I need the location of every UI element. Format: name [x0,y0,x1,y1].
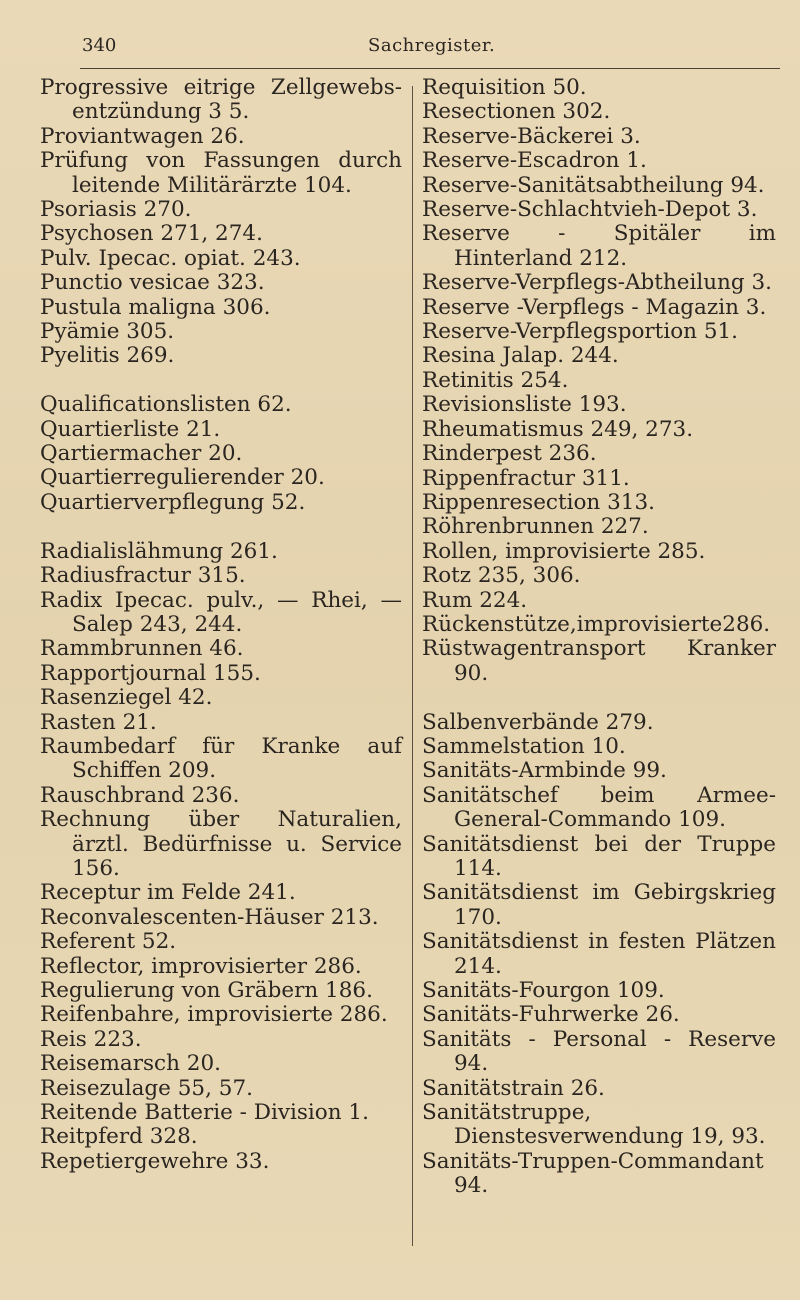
index-entry: Reserve-Bäckerei 3. [422,123,641,149]
index-entry: Sanitäts-Fourgon 109. [422,978,665,1004]
index-entry: Pyämie 305. [40,319,175,345]
index-entry: Sanitätsdienst bei der Truppe 114. [422,831,776,881]
index-entry: Progressive eitrige Zellgewebs-entzündung 3 5. [40,75,402,125]
index-column-right [422,76,776,1199]
index-entry: Reis 223. [40,1026,142,1052]
index-entry: Prüfung von Fassungen durch leitende Militärärzte 104. [40,148,402,198]
index-entry: Resina Jalap. 244. [422,343,619,369]
index-entry: Sanitäts-Truppen-Commandant 94. [422,1148,764,1199]
index-entry: Rüstwagentransport Kranker 90. [422,636,776,686]
index-entry: Rollen, improvisierte 285. [422,538,706,564]
page-header [80,32,780,69]
index-entry: Repetiergewehre 33. [40,1148,270,1174]
index-entry: Sanitätsdienst im Gebirgskrieg 170. [422,880,776,930]
index-entry: Salbenverbände 279. [422,709,654,735]
index-entry: Radix Ipecac. pulv., — Rhei, — Salep 243, 244. [40,587,402,637]
index-entry: Reitende Batterie - Division 1. [40,1100,369,1126]
index-entry: Rechnung über Naturalien, ärztl. Bedürfnisse u. Service 156. [40,807,402,881]
index-entry: Sanitätstrain 26. [422,1075,605,1101]
index-entry: Reserve-Schlachtvieh-Depot 3. [422,197,758,223]
index-entry: Referent 52. [40,929,177,955]
index-entry: Rheumatismus 249, 273. [422,416,694,442]
index-entry: Reserve-Sanitätsabtheilung 94. [422,172,765,198]
index-entry: Receptur im Felde 241. [40,880,296,906]
index-entry: Quartierliste 21. [40,416,221,442]
index-entry: Sanitäts-Armbinde 99. [422,758,667,784]
index-entry: Reflector, improvisierter 286. [40,953,362,979]
index-entry: Quartierverpflegung 52. [40,489,306,515]
index-entry: Rasten 21. [40,709,157,735]
index-entry: Reitpferd 328. [40,1124,198,1150]
index-entry: Pulv. Ipecac. opiat. 243. [40,245,301,271]
index-entry: Reserve-Verpflegs-Abtheilung 3. [422,270,773,296]
running-title: Sachregister. [368,35,496,56]
index-entry: Retinitis 254. [422,367,569,393]
index-entry: Reserve-Escadron 1. [422,148,647,174]
index-entry: Radialislähmung 261. [40,538,278,564]
index-entry: Sanitätsdienst in festen Plätzen 214. [422,929,776,979]
index-entry: Punctio vesicae 323. [40,270,265,296]
index-entry: Rasenziegel 42. [40,685,213,711]
index-entry: Rauschbrand 236. [40,782,240,808]
index-entry: Rückenstütze,improvisierte286. [422,611,771,637]
index-entry: Röhrenbrunnen 227. [422,514,649,540]
index-entry: Rinderpest 236. [422,441,597,467]
index-entry: Rippenresection 313. [422,489,655,515]
index-entry: Rammbrunnen 46. [40,636,244,662]
index-entry: Reisezulage 55, 57. [40,1075,253,1101]
index-entry: Reconvalescenten-Häuser 213. [40,904,379,930]
index-entry: Pyelitis 269. [40,343,175,369]
index-entry: Sanitäts - Personal - Reserve 94. [422,1026,776,1077]
index-entry: Rippenfractur 311. [422,465,630,491]
index-entry: Reserve - Spitäler im Hinterland 212. [422,221,776,271]
index-entry: Resectionen 302. [422,99,611,125]
index-entry: Sanitätstruppe, Dienstesverwendung 19, 93. [422,1100,766,1150]
index-entry: Psychosen 271, 274. [40,221,263,247]
index-entry: Rotz 235, 306. [422,563,581,589]
index-entry: Raumbedarf für Kranke auf Schiffen 209. [40,733,402,784]
index-entry: Revisionsliste 193. [422,392,627,418]
section-gap [40,369,402,393]
index-entry: Requisition 50. [422,75,587,100]
index-entry: Reserve-Verpflegsportion 51. [422,319,739,345]
index-entry: Rapportjournal 155. [40,660,261,686]
index-entry: Quartierregulierender 20. [40,465,325,491]
index-entry: Regulierung von Gräbern 186. [40,978,373,1003]
index-entry: Qartiermacher 20. [40,441,243,467]
index-entry: Rum 224. [422,587,528,613]
index-entry: Pustula maligna 306. [40,294,271,320]
index-entry: Sanitäts-Fuhrwerke 26. [422,1002,680,1028]
index-entry: Qualificationslisten 62. [40,392,292,418]
index-entry: Radiusfractur 315. [40,563,246,589]
index-entry: Psoriasis 270. [40,197,192,223]
index-entry: Sanitätschef beim Armee-General-Commando 109. [422,782,776,833]
index-column-left [40,76,402,1174]
index-entry: Reisemarsch 20. [40,1051,221,1077]
index-entry: Reserve -Verpflegs - Magazin 3. [422,294,767,320]
index-entry: Reifenbahre, improvisierte 286. [40,1002,388,1028]
section-gap [40,515,402,539]
section-gap [422,686,776,710]
column-divider [412,86,413,1246]
page-number: 340 [82,35,117,56]
index-entry: Sammelstation 10. [422,733,626,759]
index-entry: Proviantwagen 26. [40,123,245,149]
